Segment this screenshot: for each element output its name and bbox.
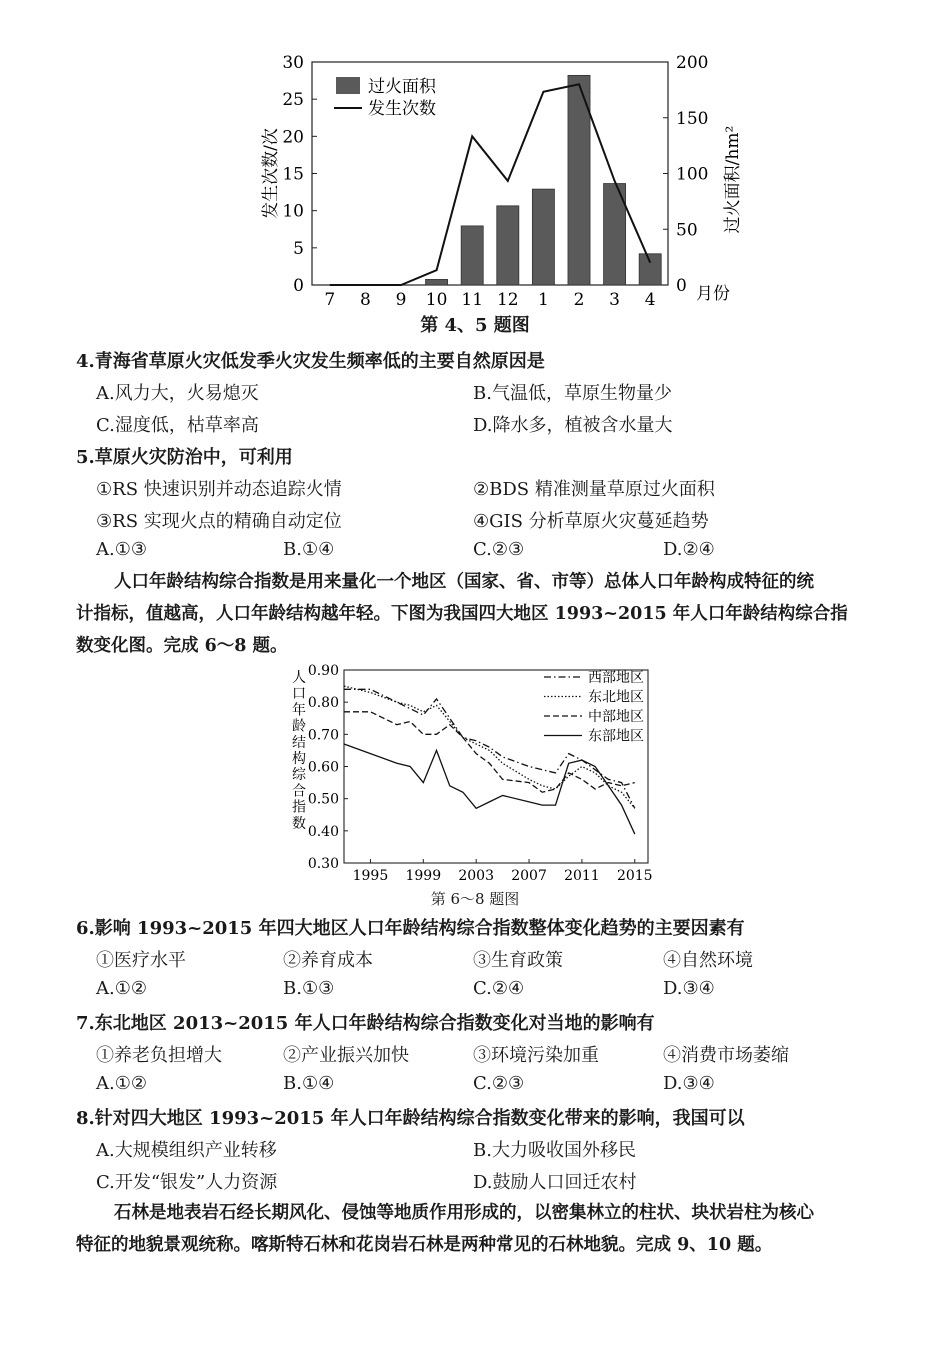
q5-option-a: A.①③ bbox=[96, 539, 147, 560]
chart1-caption: 第 4、5 题图 bbox=[420, 315, 530, 336]
series-line-1 bbox=[344, 689, 635, 808]
q6-statement-4: ④自然环境 bbox=[663, 950, 753, 971]
x-tick-label: 11 bbox=[461, 290, 484, 310]
x-tick-label: 3 bbox=[609, 290, 621, 310]
q4-option-d: D.降水多，植被含水量大 bbox=[473, 415, 673, 436]
right-tick-label: 50 bbox=[676, 220, 698, 241]
q8-option-b: B.大力吸收国外移民 bbox=[473, 1140, 636, 1161]
left-tick-label: 5 bbox=[293, 238, 304, 259]
q4-option-a: A.风力大，火易熄灭 bbox=[96, 383, 259, 404]
y-tick-label: 0.70 bbox=[307, 727, 339, 744]
x-tick-label: 2 bbox=[573, 290, 585, 310]
chart2-caption: 第 6～8 题图 bbox=[430, 890, 520, 908]
q6-option-c: C.②④ bbox=[473, 978, 525, 999]
y-tick-label: 0.30 bbox=[307, 856, 339, 872]
q5-statement-4: ④GIS 分析草原火灾蔓延趋势 bbox=[473, 511, 709, 532]
left-tick-label: 0 bbox=[293, 276, 304, 296]
fire-chart bbox=[250, 50, 750, 335]
y-axis-label-char: 指 bbox=[292, 799, 306, 816]
q6-statement-3: ③生育政策 bbox=[473, 950, 563, 971]
x-tick-label: 10 bbox=[425, 290, 448, 310]
legend-label-2: 东北地区 bbox=[588, 689, 644, 706]
y-axis-label-char: 合 bbox=[292, 783, 306, 800]
y-axis-label-char: 综 bbox=[292, 767, 306, 784]
q7-option-a: A.①② bbox=[96, 1073, 147, 1094]
q7-statement-4: ④消费市场萎缩 bbox=[663, 1045, 789, 1066]
q7-stem: 7.东北地区 2013~2015 年人口年龄结构综合指数变化对当地的影响有 bbox=[76, 1013, 655, 1034]
x-axis-unit: 月份 bbox=[696, 284, 730, 304]
q5-stem: 5.草原火灾防治中，可利用 bbox=[76, 447, 293, 468]
q4-stem: 4.青海省草原火灾低发季火灾发生频率低的主要自然原因是 bbox=[76, 351, 545, 372]
q5-option-b: B.①④ bbox=[283, 539, 335, 560]
y-axis-label-char: 数 bbox=[292, 815, 306, 832]
y-tick-label: 0.90 bbox=[307, 663, 339, 679]
left-tick-label: 15 bbox=[282, 164, 304, 185]
x-tick-label: 2003 bbox=[458, 868, 494, 884]
x-tick-label: 1995 bbox=[352, 868, 389, 884]
q6-option-a: A.①② bbox=[96, 978, 147, 999]
left-tick-label: 20 bbox=[282, 127, 304, 148]
y-axis-label-char: 人 bbox=[292, 670, 306, 686]
q8-option-c: C.开发“银发”人力资源 bbox=[96, 1172, 278, 1193]
x-tick-label: 4 bbox=[644, 290, 656, 310]
right-tick-label: 0 bbox=[676, 276, 687, 296]
bar bbox=[497, 206, 519, 285]
y-axis-label-char: 龄 bbox=[292, 718, 306, 735]
bar bbox=[532, 189, 554, 285]
age-index-chart bbox=[280, 660, 660, 910]
q6-stem: 6.影响 1993~2015 年四大地区人口年龄结构综合指数整体变化趋势的主要因素有 bbox=[76, 918, 745, 939]
legend-swatch-bar bbox=[336, 77, 360, 94]
left-tick-label: 30 bbox=[282, 53, 304, 73]
legend-label-line: 发生次数 bbox=[368, 99, 436, 119]
series-line-4 bbox=[344, 744, 635, 834]
q7-option-b: B.①④ bbox=[283, 1073, 335, 1094]
right-tick-label: 200 bbox=[676, 53, 709, 73]
q5-option-c: C.②③ bbox=[473, 539, 525, 560]
x-tick-label: 2007 bbox=[511, 868, 547, 884]
intro-6-8-line-1: 人口年龄结构综合指数是用来量化一个地区（国家、省、市等）总体人口年龄构成特征的统 bbox=[114, 572, 814, 592]
y-axis-label-char: 口 bbox=[292, 686, 306, 703]
x-tick-label: 12 bbox=[496, 290, 519, 310]
q6-option-d: D.③④ bbox=[663, 978, 715, 999]
q7-option-d: D.③④ bbox=[663, 1073, 715, 1094]
q6-statement-2: ②养育成本 bbox=[283, 950, 373, 971]
y-tick-label: 0.40 bbox=[307, 823, 339, 840]
q8-stem: 8.针对四大地区 1993~2015 年人口年龄结构综合指数变化带来的影响，我国可以 bbox=[76, 1108, 745, 1129]
right-tick-label: 150 bbox=[676, 108, 709, 129]
q6-statement-1: ①医疗水平 bbox=[96, 950, 186, 971]
right-tick-label: 100 bbox=[676, 164, 709, 185]
y-axis-label-char: 年 bbox=[292, 702, 306, 719]
y-tick-label: 0.60 bbox=[307, 759, 339, 776]
intro-6-8-line-3: 数变化图。完成 6～8 题。 bbox=[76, 636, 288, 656]
q6-option-b: B.①③ bbox=[283, 978, 335, 999]
legend-label-1: 西部地区 bbox=[588, 670, 644, 686]
q8-option-d: D.鼓励人口回迁农村 bbox=[473, 1172, 637, 1193]
q5-statement-1: ①RS 快速识别并动态追踪火情 bbox=[96, 479, 342, 500]
intro-9-10-line-1: 石林是地表岩石经长期风化、侵蚀等地质作用形成的，以密集林立的柱状、块状岩柱为核心 bbox=[114, 1203, 814, 1223]
y-axis-label-char: 构 bbox=[292, 751, 306, 767]
y-axis-label-char: 结 bbox=[292, 734, 306, 751]
x-tick-label: 1 bbox=[537, 290, 549, 310]
bar bbox=[426, 279, 448, 285]
x-tick-label: 2015 bbox=[616, 868, 653, 884]
intro-9-10-line-2: 特征的地貌景观统称。喀斯特石林和花岗岩石林是两种常见的石林地貌。完成 9、10 题。 bbox=[76, 1235, 773, 1255]
q4-option-c: C.湿度低，枯草率高 bbox=[96, 415, 259, 436]
right-axis-title: 过火面积/hm² bbox=[723, 125, 743, 234]
y-tick-label: 0.80 bbox=[307, 695, 339, 712]
x-tick-label: 2011 bbox=[564, 868, 600, 884]
q7-statement-1: ①养老负担增大 bbox=[96, 1045, 222, 1066]
q4-option-b: B.气温低，草原生物量少 bbox=[473, 383, 672, 404]
legend-label-3: 中部地区 bbox=[588, 709, 644, 725]
bar bbox=[461, 226, 483, 285]
q5-statement-3: ③RS 实现火点的精确自动定位 bbox=[96, 511, 342, 532]
q7-statement-3: ③环境污染加重 bbox=[473, 1045, 599, 1066]
bar bbox=[639, 254, 661, 285]
legend-label-4: 东部地区 bbox=[588, 728, 644, 745]
x-tick-label: 9 bbox=[395, 290, 407, 310]
left-axis-title: 发生次数/次 bbox=[261, 128, 281, 219]
q7-statement-2: ②产业振兴加快 bbox=[283, 1045, 409, 1066]
legend-label-bar: 过火面积 bbox=[368, 77, 436, 97]
left-tick-label: 10 bbox=[282, 201, 304, 222]
x-tick-label: 1999 bbox=[405, 868, 442, 884]
y-tick-label: 0.50 bbox=[307, 791, 339, 808]
left-tick-label: 25 bbox=[282, 90, 304, 111]
x-tick-label: 7 bbox=[324, 290, 336, 310]
q8-option-a: A.大规模组织产业转移 bbox=[96, 1140, 277, 1161]
q7-option-c: C.②③ bbox=[473, 1073, 525, 1094]
q5-statement-2: ②BDS 精准测量草原过火面积 bbox=[473, 479, 715, 500]
q5-option-d: D.②④ bbox=[663, 539, 715, 560]
intro-6-8-line-2: 计指标，值越高，人口年龄结构越年轻。下图为我国四大地区 1993~2015 年人口年龄结构综合指 bbox=[76, 604, 848, 624]
x-tick-label: 8 bbox=[359, 290, 371, 310]
